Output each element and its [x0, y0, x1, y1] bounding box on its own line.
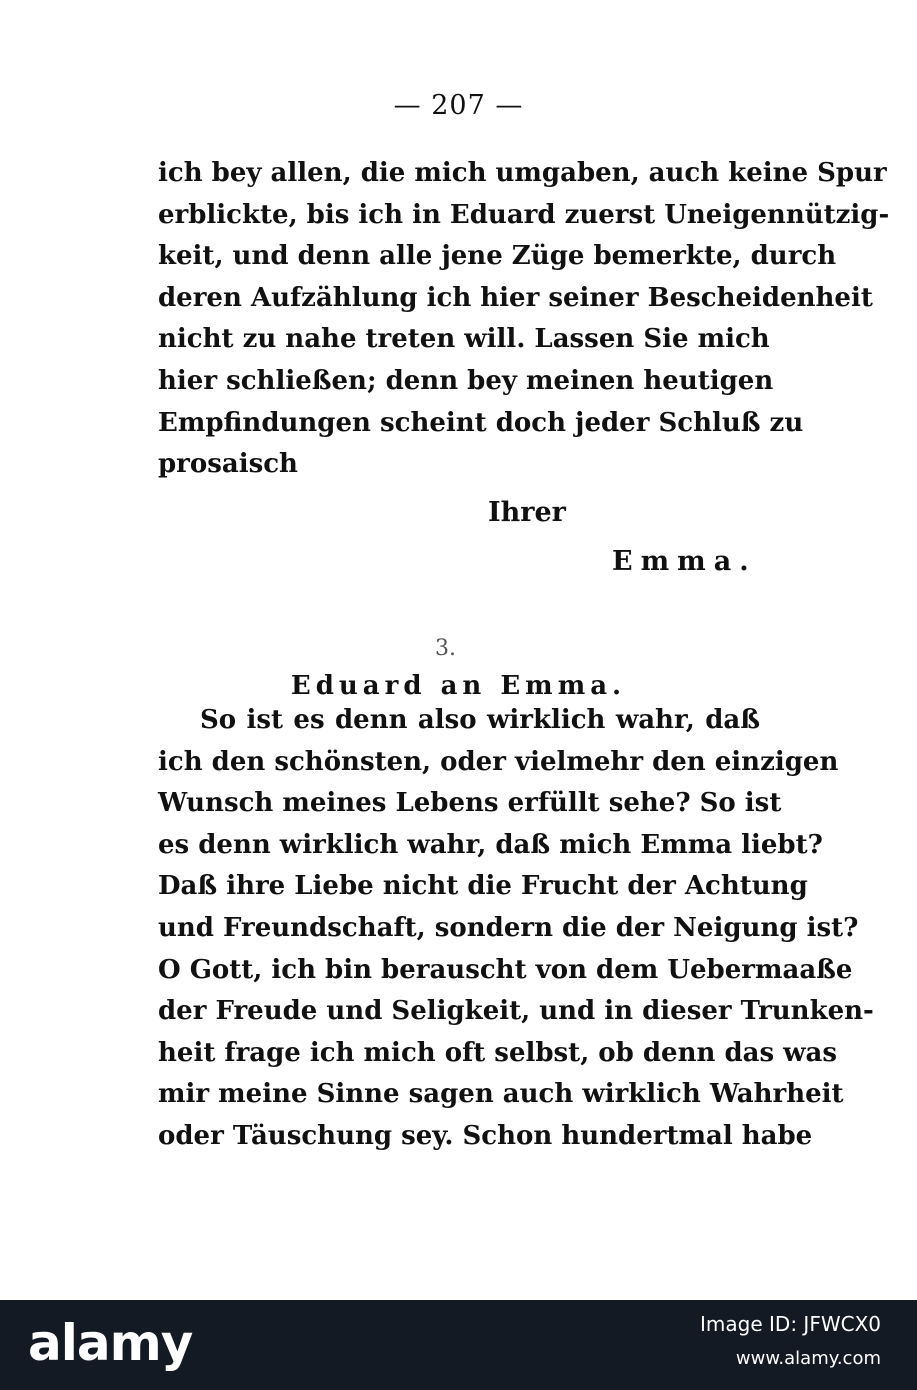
text-line: hier schließen; denn bey meinen heutigen — [158, 365, 774, 396]
text-line: keit, und denn alle jene Züge bemerkte, durch — [158, 241, 837, 272]
text-line: heit frage ich mich oft selbst, ob denn das was — [158, 1037, 838, 1068]
text-line: prosaisch — [158, 449, 298, 480]
previous-letter-ending — [158, 153, 890, 486]
text-line: Daß ihre Liebe nicht die Frucht der Achtung — [158, 871, 808, 902]
text-line: Empfindungen scheint doch jeder Schluß zu — [158, 407, 804, 438]
text-line: ich den schönsten, oder vielmehr den einzigen — [158, 746, 839, 777]
text-line: ich bey allen, die mich umgaben, auch keine Spur — [158, 158, 887, 188]
text-line: der Freude und Seligkeit, und in dieser Trunken- — [158, 996, 874, 1027]
letter-signature: Emma. — [612, 546, 757, 577]
text-line: mir meine Sinne sagen auch wirklich Wahrheit — [158, 1079, 844, 1110]
letter-closing-salutation: Ihrer — [488, 497, 566, 528]
page-number: — 207 — — [393, 90, 524, 121]
letter-number: 3. — [435, 636, 456, 661]
text-line: Wunsch meines Lebens erfüllt sehe? So ist — [158, 788, 782, 819]
text-line: erblickte, bis ich in Eduard zuerst Uneigennützig- — [158, 199, 890, 230]
text-line: deren Aufzählung ich hier seiner Bescheidenheit — [158, 282, 873, 313]
watermark-logo: alamy — [28, 1314, 193, 1372]
text-line: So ist es denn also wirklich wahr, daß — [200, 705, 760, 735]
text-line: oder Täuschung sey. Schon hundertmal habe — [158, 1120, 813, 1151]
text-line: nicht zu nahe treten will. Lassen Sie mich — [158, 324, 770, 355]
letter-body — [158, 700, 874, 1158]
letter-heading: Eduard an Emma. — [290, 671, 627, 701]
text-line: es denn wirklich wahr, daß mich Emma liebt? — [158, 829, 823, 860]
watermark-url: www.alamy.com — [735, 1348, 881, 1369]
watermark-banner — [0, 1300, 917, 1390]
text-line: O Gott, ich bin berauscht von dem Uebermaaße — [158, 954, 853, 985]
text-line: und Freundschaft, sondern die der Neigung ist? — [158, 912, 859, 943]
watermark-image-code: Image ID: JFWCX0 — [700, 1312, 881, 1336]
